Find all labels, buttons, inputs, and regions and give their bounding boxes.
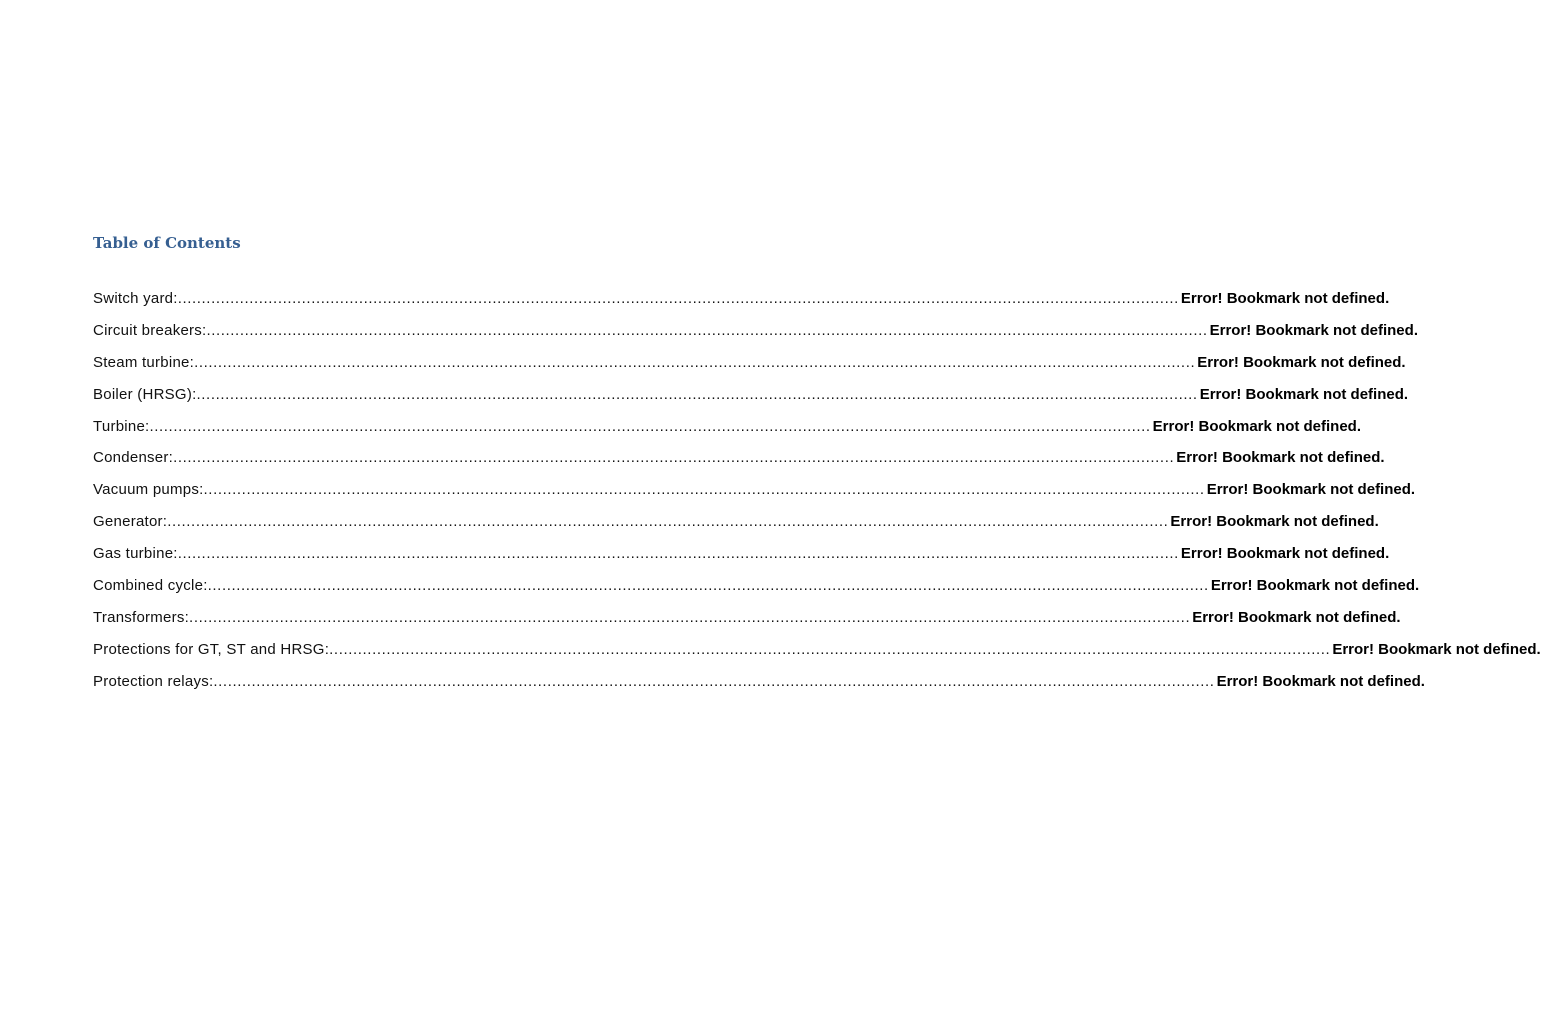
toc-entry[interactable] [93,640,1541,673]
toc-entry-title: Boiler (HRSG): [93,385,197,403]
toc-dot-leader: .................................................................................................................................................................................................................. [329,640,1331,658]
toc-entry-page-ref: Error! Bookmark not defined. [1180,545,1390,563]
toc-entry-page-ref: Error! Bookmark not defined. [1176,449,1385,467]
toc-dot-leader: .................................................................................................................................................................................................................. [189,608,1191,626]
toc-entry-title: Circuit breakers: [93,321,207,339]
toc-dot-leader: .................................................................................................................................................................................................................. [194,353,1196,371]
toc-entry[interactable] [93,608,1401,641]
toc-heading: Table of Contents [93,234,241,252]
toc-entry-title: Gas turbine: [93,545,178,563]
toc-entry-page-ref: Error! Bookmark not defined. [1332,640,1541,658]
toc-entry[interactable] [93,449,1385,481]
toc-entry-page-ref: Error! Bookmark not defined. [1209,321,1418,339]
toc-entry[interactable] [93,513,1379,545]
toc-entry-title: Combined cycle: [93,577,208,595]
toc-entry-page-ref: Error! Bookmark not defined. [1210,577,1420,595]
toc-entry[interactable] [93,545,1390,577]
toc-entry[interactable] [93,481,1416,513]
toc-entry[interactable] [93,577,1420,609]
toc-dot-leader: .................................................................................................................................................................................................................. [196,385,1198,403]
toc-entry-title: Steam turbine: [93,353,195,371]
toc-entry-page-ref: Error! Bookmark not defined. [1197,353,1406,371]
toc-entry[interactable] [93,417,1362,450]
toc-entry[interactable] [93,290,1390,322]
toc-dot-leader: .................................................................................................................................................................................................................. [177,290,1179,307]
toc-dot-leader: .................................................................................................................................................................................................................. [206,321,1208,339]
toc-dot-leader: .................................................................................................................................................................................................................. [213,672,1215,690]
toc-dot-leader: .................................................................................................................................................................................................................. [207,577,1209,595]
toc-entry-page-ref: Error! Bookmark not defined. [1199,385,1409,403]
toc-entry-page-ref: Error! Bookmark not defined. [1192,608,1401,626]
toc-entry-page-ref: Error! Bookmark not defined. [1180,290,1390,307]
toc-dot-leader: .................................................................................................................................................................................................................. [167,513,1169,531]
toc-entry-title: Vacuum pumps: [93,481,204,499]
toc-dot-leader: .................................................................................................................................................................................................................. [149,417,1151,435]
toc-entry-title: Switch yard: [93,290,178,307]
toc-entry-title: Generator: [93,513,168,531]
toc-entry[interactable] [93,353,1406,386]
toc-entry-title: Condenser: [93,449,174,467]
toc-entry[interactable] [93,385,1409,418]
toc-entry-page-ref: Error! Bookmark not defined. [1170,513,1379,531]
toc-list [93,290,1541,705]
toc-entry-page-ref: Error! Bookmark not defined. [1206,481,1416,499]
toc-entry[interactable] [93,672,1425,705]
toc-entry[interactable] [93,321,1418,354]
toc-entry-page-ref: Error! Bookmark not defined. [1216,672,1425,690]
toc-entry-title: Protections for GT, ST and HRSG: [93,640,330,658]
toc-dot-leader: .................................................................................................................................................................................................................. [173,449,1175,467]
toc-entry-title: Turbine: [93,417,150,435]
toc-dot-leader: .................................................................................................................................................................................................................. [203,481,1205,499]
toc-dot-leader: .................................................................................................................................................................................................................. [177,545,1179,563]
toc-entry-title: Protection relays: [93,672,214,690]
toc-entry-page-ref: Error! Bookmark not defined. [1152,417,1362,435]
toc-entry-title: Transformers: [93,608,190,626]
